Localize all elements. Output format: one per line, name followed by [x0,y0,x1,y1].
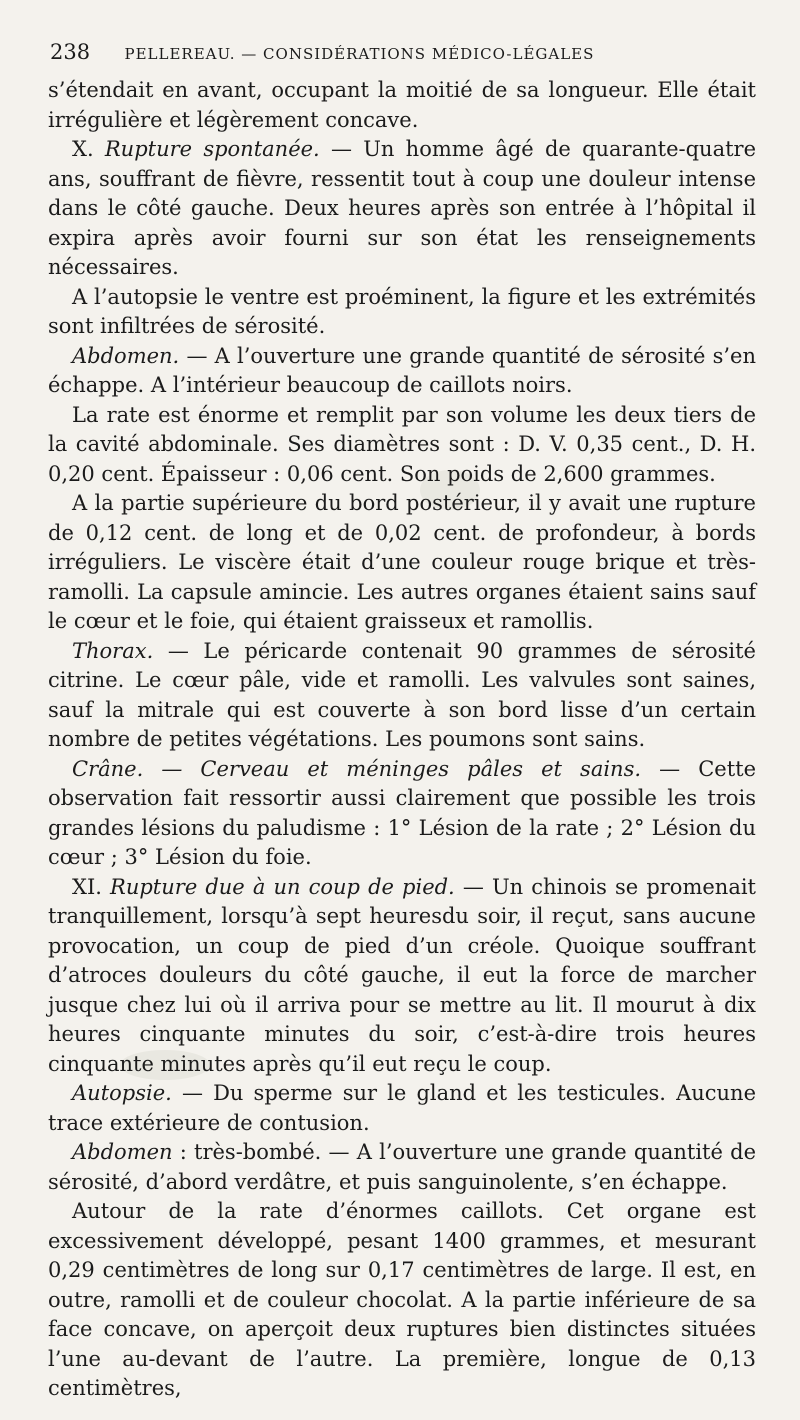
paragraph [48,637,756,755]
paragraph [48,342,756,401]
paragraph [48,1079,756,1138]
section-heading: Abdomen [72,1140,173,1164]
section-heading: Rupture due à un coup de pied. [110,874,455,899]
running-title: PELLEREAU. — CONSIDÉRATIONS MÉDICO-LÉGALES [124,45,595,63]
paragraph-text: : très-bombé. — A l’ouverture une grande quantité de sérosité, d’abord verdâtre, et puis sanguinolente, s’en échappe. [48,1140,756,1194]
paragraph [48,489,756,637]
section-heading: Autopsie. [72,1081,172,1105]
paragraph [48,1138,756,1197]
paragraph-text: — Cette observation fait ressortir aussi clairement que possible les trois grandes lésions du paludisme : 1° Lésion de la rate ; 2° Lésion du cœur ; 3° Lésion du foie. [48,756,757,869]
paragraph-text: Autour de la rate d’énormes caillots. Cet organe est excessivement développé, pesant 1400 grammes, et mesurant 0,29 centimètres de long sur 0,17 centimètres de large. Il est, en outre, ramolli et de couleur chocolat. A la partie inférieure de sa face concave, on aperçoit deux ruptures bien distinctes situées l’une au-devant de l’autre. La première, longue de 0,13 centimètres, [48,1199,756,1400]
paragraph [48,1197,756,1404]
paragraph-text: — Un chinois se promenait tranquillement, lorsqu’à sept heuresdu soir, il reçut, sans aucune provocation, un coup de pied d’un créole. Quoique souffrant d’atroces douleurs du côté gauche, il eut la force de marcher jusque chez lui où il arriva pour se mettre au lit. Il mourut à dix heures cinquante minutes du soir, c’est-à-dire trois heures cinquante minutes après qu’il eut reçu le coup. [48,874,756,1076]
paragraph [48,283,756,342]
paragraph [48,401,756,490]
paragraph-text: s’étendait en avant, occupant la moitié de sa longueur. Elle était irrégulière et légèrement concave. [48,78,756,132]
paragraph [48,135,756,283]
paragraph [48,873,756,1080]
paragraph-text: — Du sperme sur le gland et les testicules. Aucune trace extérieure de contusion. [48,1081,756,1135]
paragraph [48,755,756,873]
observation-number: X. [72,137,105,161]
section-heading: Abdomen. [72,343,180,368]
running-header [50,40,750,68]
section-heading: Rupture spontanée. [104,137,320,161]
paragraph-text: — Le péricarde contenait 90 grammes de sérosité citrine. Le cœur pâle, vide et ramolli. Les valvules sont saines, sauf la mitrale qui est couverte à son bord lisse d’un certain nombre de petites végétations. Les poumons sont sains. [48,638,756,751]
body-text [48,76,756,1404]
section-heading: Crâne. — Cerveau et méninges pâles et sains. [72,756,642,781]
paragraph-text: A l’autopsie le ventre est proéminent, la figure et les extrémités sont infiltrées de sérosité. [48,284,756,338]
paragraph-text: — A l’ouverture une grande quantité de sérosité s’en échappe. A l’intérieur beaucoup de caillots noirs. [48,343,756,397]
section-heading: Thorax. [72,638,154,663]
page-number: 238 [50,40,91,64]
paragraph-text: — Un homme âgé de quarante-quatre ans, souffrant de fièvre, ressentit tout à coup une douleur intense dans le côté gauche. Deux heures après son entrée à l’hôpital il expira après avoir fourni sur son état les renseignements nécessaires. [48,137,756,279]
observation-number: XI. [72,874,111,899]
paragraph [48,76,756,135]
paragraph-text: A la partie supérieure du bord postérieur, il y avait une rupture de 0,12 cent. de long et de 0,02 cent. de profondeur, à bords irréguliers. Le viscère était d’une couleur rouge brique et très-ramolli. La capsule amincie. Les autres organes étaient sains sauf le cœur et le foie, qui étaient graisseux et ramollis. [48,491,756,633]
paragraph-text: La rate est énorme et remplit par son volume les deux tiers de la cavité abdominale. Ses diamètres sont : D. V. 0,35 cent., D. H. 0,20 cent. Épaisseur : 0,06 cent. Son poids de 2,600 grammes. [48,402,756,486]
